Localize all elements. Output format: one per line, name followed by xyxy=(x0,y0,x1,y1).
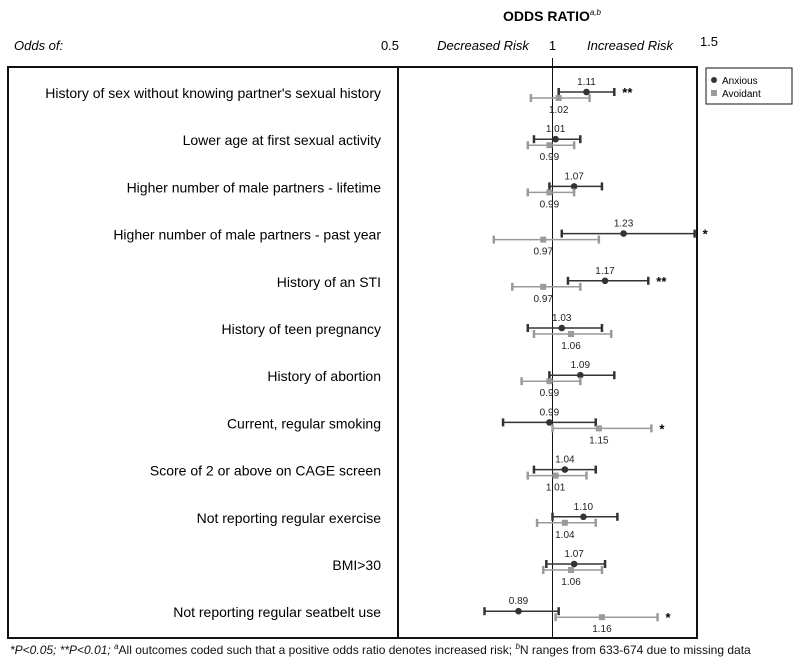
anxious-point xyxy=(552,136,559,143)
anxious-or-label: 1.09 xyxy=(570,360,591,372)
row-header: Odds of: xyxy=(14,38,64,53)
outcome-label: Higher number of male partners - lifetime xyxy=(126,179,381,196)
forest-row xyxy=(173,596,671,635)
legend-avoidant-marker xyxy=(711,90,717,96)
anxious-or-label: 1.03 xyxy=(552,313,572,324)
forest-row xyxy=(332,549,605,588)
avoidant-or-label: 1.15 xyxy=(589,435,609,447)
forest-row xyxy=(277,266,668,305)
avoidant-or-label: 0.99 xyxy=(539,388,560,400)
avoidant-or-label: 1.04 xyxy=(555,529,575,541)
anxious-point xyxy=(515,608,522,615)
footnote-significance: *P<0.05; **P<0.01; xyxy=(10,643,111,657)
anxious-or-label: 1.07 xyxy=(564,171,584,183)
footnote-a-text: All outcomes coded such that a positive odds ratio denotes increased risk; xyxy=(118,643,513,657)
decreased-risk-caption: Decreased Risk xyxy=(437,38,529,53)
anxious-point xyxy=(558,325,565,332)
avoidant-point xyxy=(540,284,546,290)
significance-marker: * xyxy=(665,610,671,626)
anxious-point xyxy=(620,230,627,237)
forest-row xyxy=(150,455,596,494)
significance-marker: ** xyxy=(656,273,667,289)
anxious-or-label: 1.10 xyxy=(573,501,594,513)
increased-risk-caption: Increased Risk xyxy=(587,38,673,53)
outcome-label: History of sex without knowing partner's sexual history xyxy=(45,85,381,101)
anxious-or-label: 1.01 xyxy=(545,124,566,136)
legend-avoidant-label: Avoidant xyxy=(722,89,761,100)
forest-row xyxy=(267,360,614,399)
anxious-or-label: 1.11 xyxy=(577,77,596,88)
avoidant-or-label: 1.16 xyxy=(592,624,612,636)
avoidant-point xyxy=(553,473,559,479)
forest-row xyxy=(197,502,618,541)
legend xyxy=(706,68,792,104)
anxious-or-label: 1.04 xyxy=(555,454,575,466)
anxious-or-label: 0.99 xyxy=(539,407,560,419)
avoidant-or-label: 0.97 xyxy=(533,293,553,305)
outcome-label: History of teen pregnancy xyxy=(221,321,381,337)
outcome-label: History of abortion xyxy=(267,368,381,385)
forest-row xyxy=(183,124,581,163)
avoidant-or-label: 1.06 xyxy=(561,341,581,352)
legend-anxious-marker xyxy=(711,77,717,83)
avoidant-point xyxy=(599,614,605,620)
significance-marker: ** xyxy=(622,85,633,100)
outcome-label: Current, regular smoking xyxy=(226,415,381,432)
forest-row xyxy=(45,77,633,116)
avoidant-or-label: 0.99 xyxy=(539,152,560,164)
avoidant-or-label: 0.99 xyxy=(539,199,560,211)
footnote-b-mark: b xyxy=(515,642,520,651)
forest-row xyxy=(113,219,708,258)
forest-row xyxy=(227,407,665,446)
chart-title-superscript: a,b xyxy=(589,8,601,17)
avoidant-or-label: 1.06 xyxy=(561,577,581,588)
anxious-or-label: 1.17 xyxy=(595,265,615,277)
avoidant-point xyxy=(546,189,552,195)
anxious-or-label: 1.07 xyxy=(564,549,584,560)
outcome-label: Lower age at first sexual activity xyxy=(182,132,381,149)
outcome-label: Not reporting regular exercise xyxy=(196,509,381,526)
anxious-point xyxy=(580,514,587,521)
footnote xyxy=(10,642,751,657)
footnote-b-text: N ranges from 633-674 due to missing data xyxy=(519,643,751,657)
avoidant-point xyxy=(540,237,546,243)
footnote-a-mark: a xyxy=(114,642,119,651)
avoidant-or-label: 1.01 xyxy=(545,482,566,494)
significance-marker: * xyxy=(702,226,708,242)
outcome-label: BMI>30 xyxy=(332,557,381,573)
legend-anxious-label: Anxious xyxy=(722,76,758,87)
axis-tick-label: 0.5 xyxy=(380,38,400,53)
outcome-label: History of an STI xyxy=(276,273,381,290)
outcome-label: Higher number of male partners - past year xyxy=(113,226,381,243)
avoidant-point xyxy=(546,378,552,384)
avoidant-point xyxy=(562,520,568,526)
avoidant-point xyxy=(596,425,602,431)
anxious-point xyxy=(562,466,569,473)
axis-tick-label: 1 xyxy=(548,38,557,53)
anxious-point xyxy=(571,561,578,568)
axis-tick-label: 1.5 xyxy=(699,34,719,49)
chart-title-text: ODDS RATIO xyxy=(503,8,590,24)
avoidant-point xyxy=(556,95,562,101)
anxious-point xyxy=(602,278,609,285)
outcome-label: Score of 2 or above on CAGE screen xyxy=(149,462,381,479)
anxious-or-label: 1.23 xyxy=(613,218,634,230)
avoidant-point xyxy=(568,567,574,573)
anxious-or-label: 0.89 xyxy=(508,596,529,608)
outcome-label: Not reporting regular seatbelt use xyxy=(173,604,381,621)
outer-frame xyxy=(8,67,697,638)
avoidant-point xyxy=(546,142,552,148)
forest-row xyxy=(127,171,602,210)
avoidant-point xyxy=(568,331,574,337)
avoidant-or-label: 1.02 xyxy=(548,105,569,116)
chart-title xyxy=(503,8,602,24)
significance-marker: * xyxy=(659,421,665,437)
avoidant-or-label: 0.97 xyxy=(533,246,553,258)
